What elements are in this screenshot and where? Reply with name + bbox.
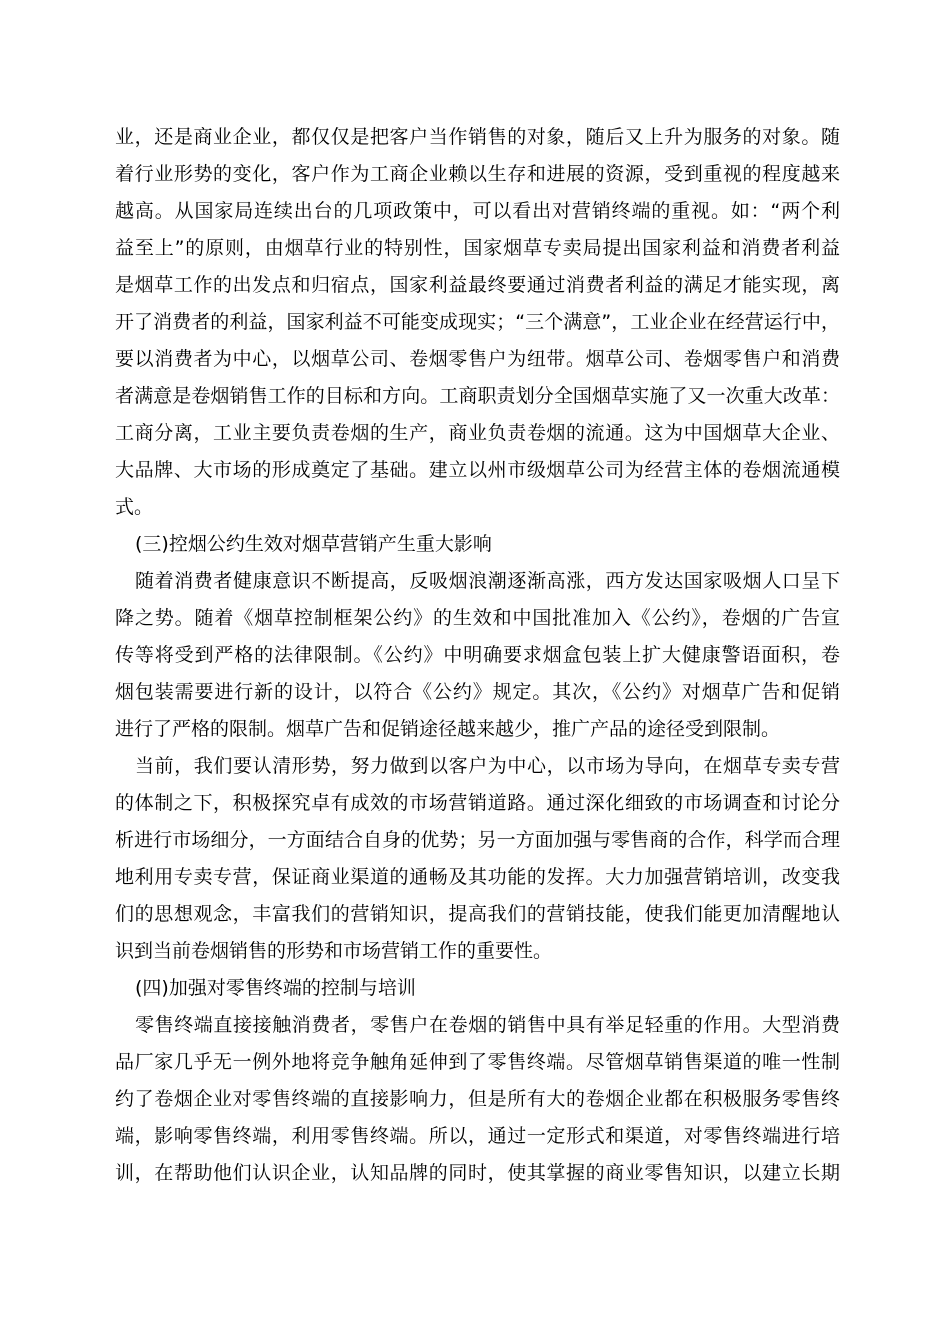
text-line: 析进行市场细分，一方面结合自身的优势；另一方面加强与零售商的合作，科学而合理	[115, 829, 840, 851]
text-line: 益至上”的原则，由烟草行业的特别性，国家烟草专卖局提出国家利益和消费者利益	[115, 237, 840, 259]
text-line: 端，影响零售终端，利用零售终端。所以，通过一定形式和渠道，对零售终端进行培	[115, 1125, 840, 1147]
text-line: 们的思想观念，丰富我们的营销知识，提高我们的营销技能，使我们能更加清醒地认	[115, 903, 840, 925]
text-line: 要以消费者为中心，以烟草公司、卷烟零售户为纽带。烟草公司、卷烟零售户和消费	[115, 348, 840, 370]
text-line: 当前，我们要认清形势，努力做到以客户为中心，以市场为导向，在烟草专卖专营	[135, 755, 840, 777]
text-line: 着行业形势的变化，客户作为工商企业赖以生存和进展的资源，受到重视的程度越来	[115, 163, 840, 185]
text-line: 越高。从国家局连续出台的几项政策中，可以看出对营销终端的重视。如：“两个利	[115, 200, 840, 222]
text-line: 降之势。随着《烟草控制框架公约》的生效和中国批准加入《公约》，卷烟的广告宣	[115, 607, 840, 629]
text-line: 训，在帮助他们认识企业，认知品牌的同时，使其掌握的商业零售知识，以建立长期	[115, 1162, 840, 1184]
text-line: 式。	[115, 496, 154, 518]
text-line: (三)控烟公约生效对烟草营销产生重大影响	[135, 533, 492, 555]
text-line: 是烟草工作的出发点和归宿点，国家利益最终要通过消费者利益的满足才能实现，离	[115, 274, 840, 296]
text-line: 大品牌、大市场的形成奠定了基础。建立以州市级烟草公司为经营主体的卷烟流通模	[115, 459, 840, 481]
text-line: 业，还是商业企业，都仅仅是把客户当作销售的对象，随后又上升为服务的对象。随	[115, 126, 840, 148]
text-line: 约了卷烟企业对零售终端的直接影响力，但是所有大的卷烟企业都在积极服务零售终	[115, 1088, 840, 1110]
text-line: 进行了严格的限制。烟草广告和促销途径越来越少，推广产品的途径受到限制。	[115, 718, 781, 740]
text-line: 随着消费者健康意识不断提高，反吸烟浪潮逐渐高涨，西方发达国家吸烟人口呈下	[135, 570, 840, 592]
text-line: (四)加强对零售终端的控制与培训	[135, 977, 416, 999]
text-line: 品厂家几乎无一例外地将竞争触角延伸到了零售终端。尽管烟草销售渠道的唯一性制	[115, 1051, 840, 1073]
text-line: 地利用专卖专营，保证商业渠道的通畅及其功能的发挥。大力加强营销培训，改变我	[115, 866, 840, 888]
text-line: 者满意是卷烟销售工作的目标和方向。工商职责划分全国烟草实施了又一次重大改革：	[115, 385, 840, 407]
text-line: 传等将受到严格的法律限制。《公约》中明确要求烟盒包装上扩大健康警语面积，卷	[115, 644, 840, 666]
text-line: 开了消费者的利益，国家利益不可能变成现实；“三个满意”，工业企业在经营运行中，	[115, 311, 840, 333]
text-line: 识到当前卷烟销售的形势和市场营销工作的重要性。	[115, 940, 553, 962]
text-line: 烟包装需要进行新的设计，以符合《公约》规定。其次，《公约》对烟草广告和促销	[115, 681, 840, 703]
document-body	[115, 119, 840, 1192]
text-line: 的体制之下，积极探究卓有成效的市场营销道路。通过深化细致的市场调查和讨论分	[115, 792, 840, 814]
text-line: 工商分离，工业主要负责卷烟的生产，商业负责卷烟的流通。这为中国烟草大企业、	[115, 422, 840, 444]
text-line: 零售终端直接接触消费者，零售户在卷烟的销售中具有举足轻重的作用。大型消费	[135, 1014, 840, 1036]
